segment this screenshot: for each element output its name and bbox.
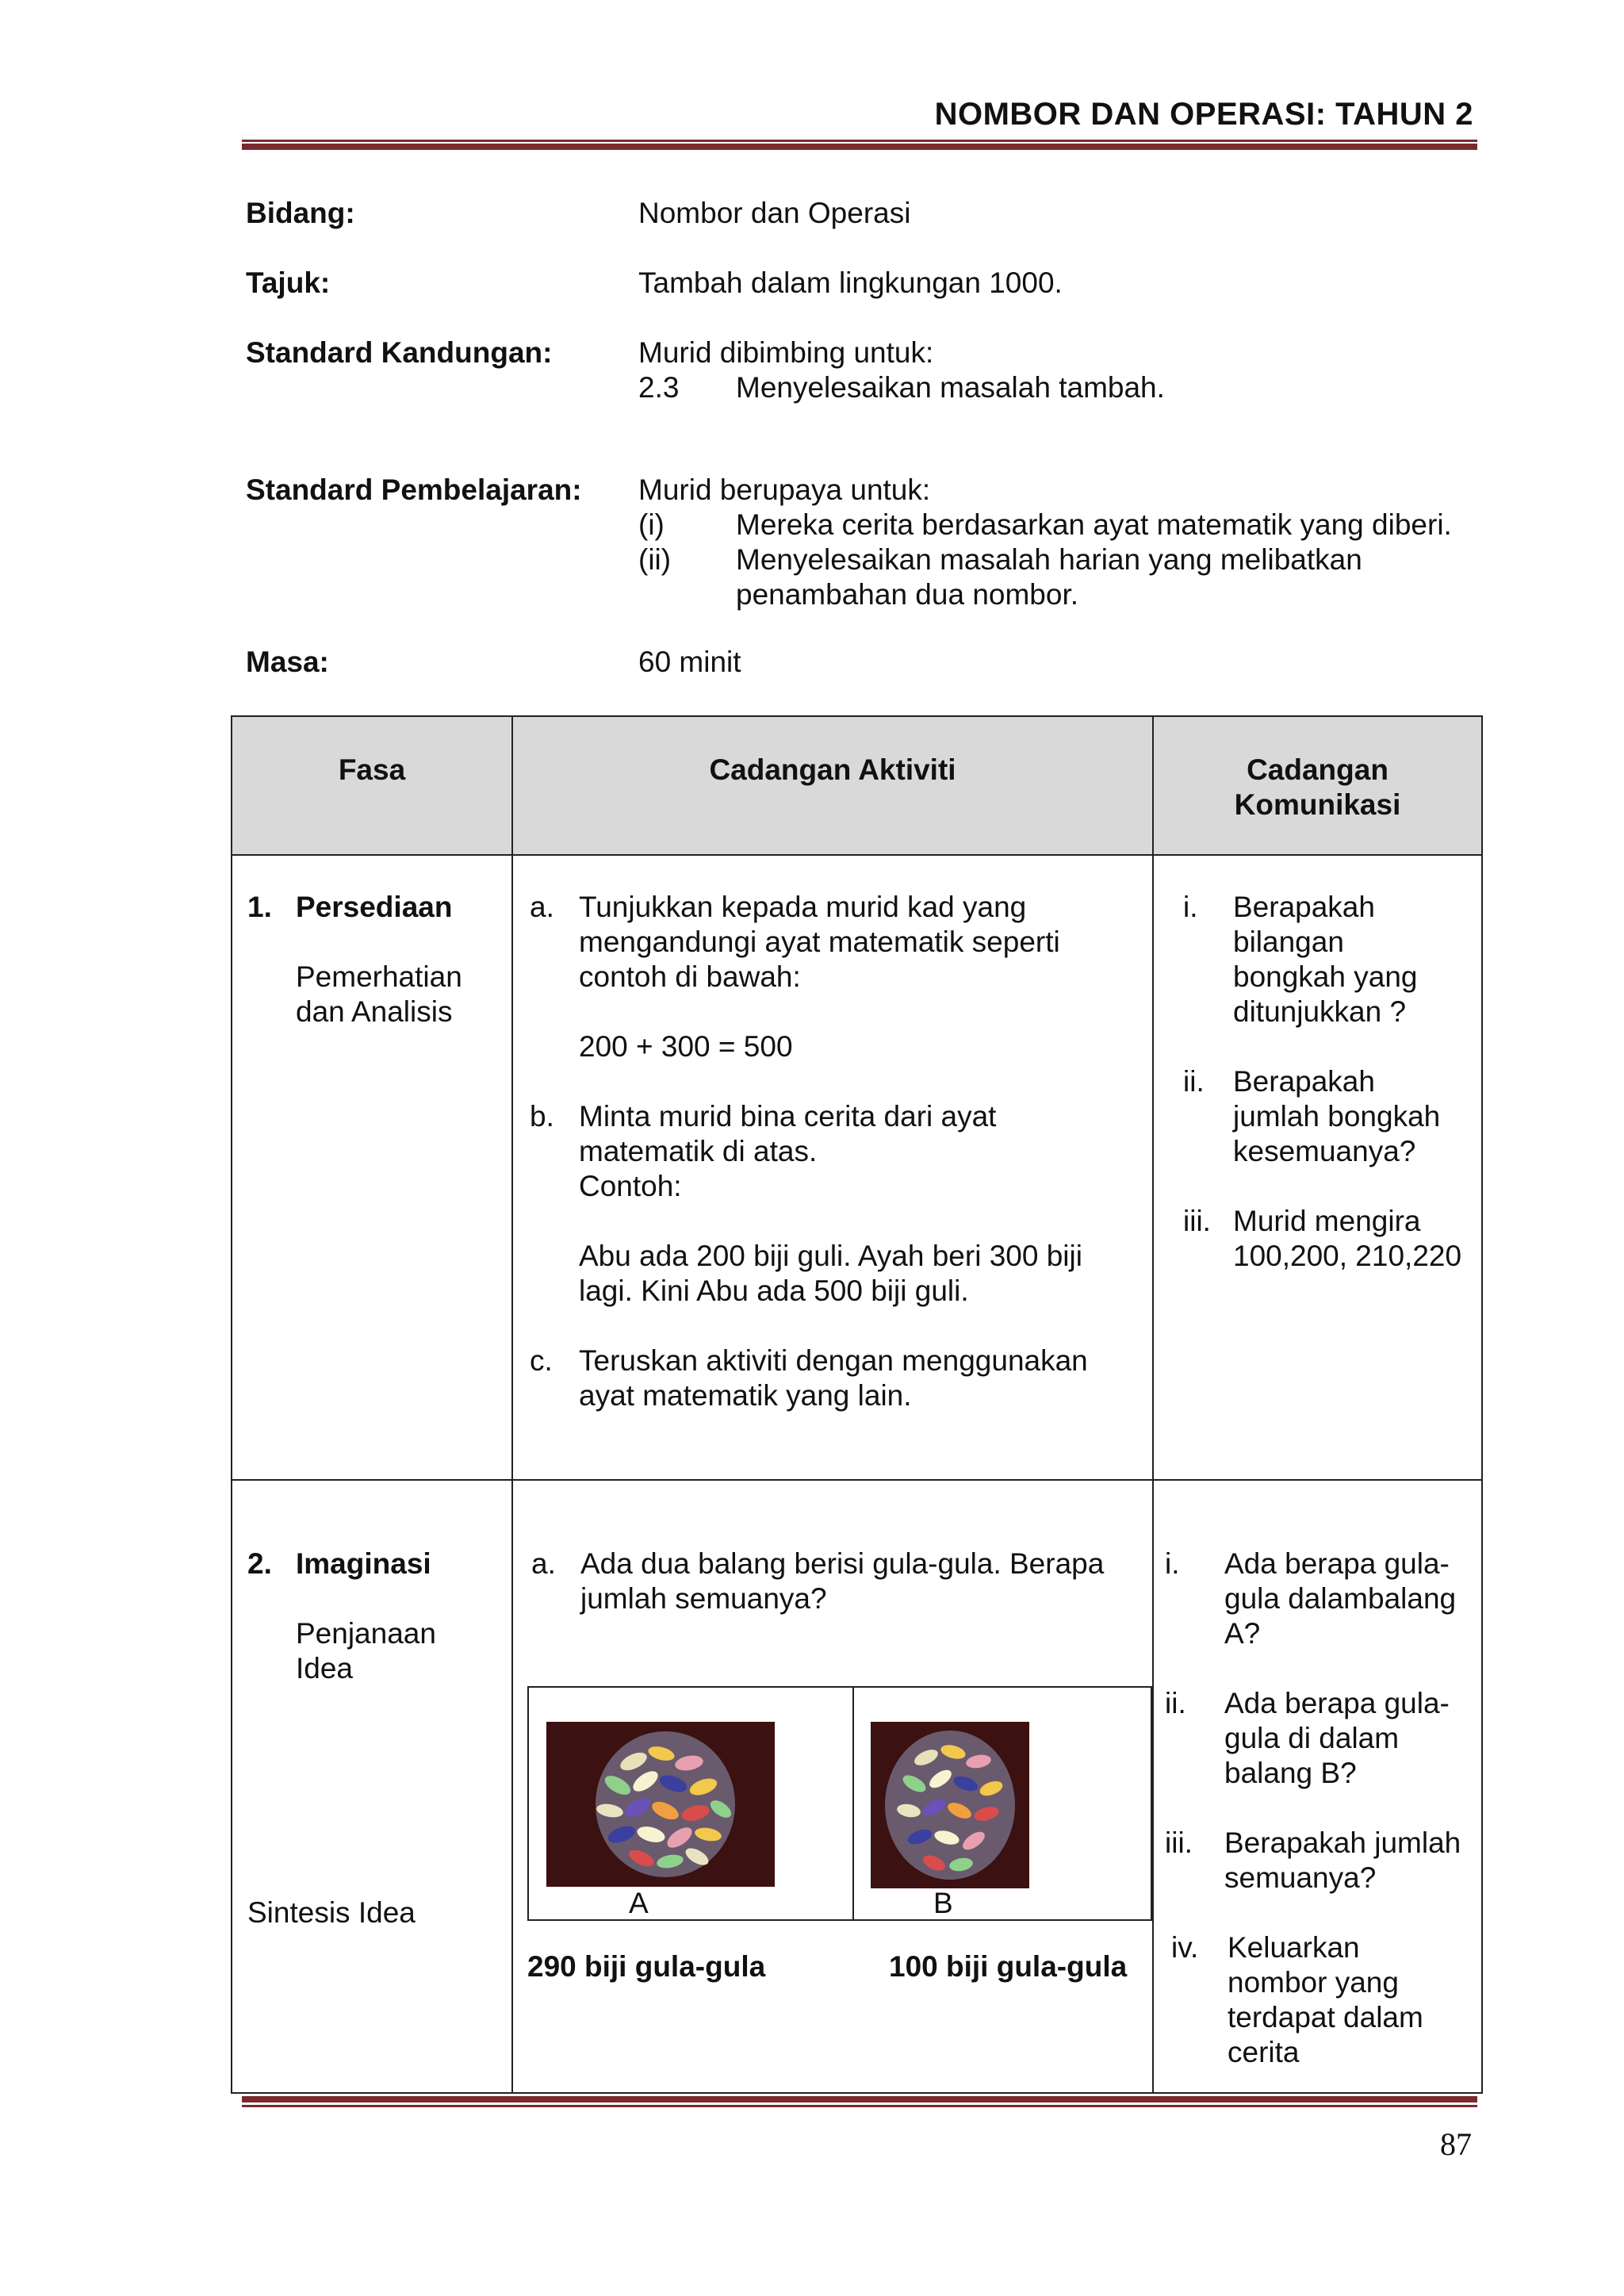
jar-table-divider <box>852 1688 854 1919</box>
row1-comm-i-line: Berapakah <box>1233 891 1375 923</box>
row1-comm-ii-marker: ii. <box>1183 1065 1205 1098</box>
row2-fasa-sintesis: Sintesis Idea <box>247 1896 416 1929</box>
row1-fasa-sub: dan Analisis <box>296 995 453 1028</box>
row2-comm-i-line: gula dalambalang <box>1224 1582 1457 1615</box>
row2-comm-ii-line: gula di dalam <box>1224 1722 1400 1754</box>
jar-a-image <box>546 1722 775 1887</box>
row1-activity-b-line: Contoh: <box>579 1170 682 1202</box>
row2-activity-a-line: jumlah semuanya? <box>580 1582 827 1615</box>
row1-comm-i-marker: i. <box>1183 891 1198 923</box>
row2-fasa-number: 2. <box>247 1547 272 1580</box>
row2-comm-ii-line: balang B? <box>1224 1757 1357 1789</box>
row2-activity-a-marker: a. <box>531 1547 556 1580</box>
standard-pembelajaran-label: Standard Pembelajaran: <box>246 473 582 506</box>
row2-fasa-sub: Penjanaan <box>296 1617 436 1650</box>
standard-pembelajaran-item-text: Mereka cerita berdasarkan ayat matematik yang diberi. <box>736 508 1452 541</box>
standard-kandungan-item-num: 2.3 <box>638 371 680 404</box>
row1-comm-i-line: ditunjukkan ? <box>1233 995 1407 1028</box>
standard-kandungan-intro: Murid dibimbing untuk: <box>638 336 934 369</box>
tajuk-value: Tambah dalam lingkungan 1000. <box>638 266 1063 299</box>
masa-label: Masa: <box>246 646 329 678</box>
row2-comm-iv-line: cerita <box>1228 2036 1300 2068</box>
jar-table <box>527 1686 1152 1921</box>
page-number: 87 <box>1440 2126 1472 2162</box>
row2-comm-iv-line: Keluarkan <box>1228 1931 1360 1964</box>
page-header-title: NOMBOR DAN OPERASI: TAHUN 2 <box>934 97 1473 132</box>
jar-b-image <box>871 1722 1029 1888</box>
row1-comm-i-line: bongkah yang <box>1233 960 1418 993</box>
row2-comm-i-marker: i. <box>1165 1547 1180 1580</box>
row2-fasa-title: Imaginasi <box>296 1547 431 1580</box>
row1-fasa-title: Persediaan <box>296 891 453 923</box>
row2-comm-iii-marker: iii. <box>1165 1826 1193 1859</box>
row1-activity-c-marker: c. <box>530 1344 553 1377</box>
row-divider <box>232 1479 1481 1481</box>
header-cadangan-komunikasi-line2: Komunikasi <box>1234 788 1401 821</box>
row2-fasa-sub: Idea <box>296 1652 354 1685</box>
candy-jar-b-picture <box>871 1722 1029 1888</box>
lesson-table <box>231 715 1483 2094</box>
row1-comm-ii-line: Berapakah <box>1233 1065 1375 1098</box>
standard-pembelajaran-intro: Murid berupaya untuk: <box>638 473 931 506</box>
row1-activity-a-example: 200 + 300 = 500 <box>579 1030 793 1063</box>
standard-pembelajaran-item-num: (ii) <box>638 543 672 576</box>
candy-jar-a-picture <box>546 1722 775 1887</box>
footer-rule-thick <box>242 2096 1477 2102</box>
tajuk-label: Tajuk: <box>246 266 331 299</box>
row2-comm-iv-line: nombor yang <box>1228 1966 1399 1999</box>
row1-activity-b-line: Minta murid bina cerita dari ayat <box>579 1100 997 1133</box>
row1-activity-a-line: contoh di bawah: <box>579 960 801 993</box>
header-rule-thick <box>242 144 1477 150</box>
row1-activity-c-line: ayat matematik yang lain. <box>579 1379 912 1412</box>
standard-kandungan-label: Standard Kandungan: <box>246 336 553 369</box>
row1-activity-b-marker: b. <box>530 1100 554 1133</box>
row2-comm-ii-marker: ii. <box>1165 1687 1186 1719</box>
row1-activity-b-story: lagi. Kini Abu ada 500 biji guli. <box>579 1274 969 1307</box>
header-cadangan-komunikasi-line1: Cadangan <box>1247 753 1388 786</box>
row1-comm-iii-marker: iii. <box>1183 1205 1211 1237</box>
standard-pembelajaran-item-text-cont: penambahan dua nombor. <box>736 578 1079 611</box>
masa-value: 60 minit <box>638 646 741 678</box>
row1-comm-ii-line: kesemuanya? <box>1233 1135 1416 1167</box>
standard-pembelajaran-item-text: Menyelesaikan masalah harian yang melibatkan <box>736 543 1362 576</box>
row1-comm-ii-line: jumlah bongkah <box>1233 1100 1441 1133</box>
jar-a-count: 290 biji gula-gula <box>527 1950 766 1983</box>
jar-b-label: B <box>933 1887 953 1919</box>
jar-a-label: A <box>629 1887 649 1919</box>
jar-b-count: 100 biji gula-gula <box>889 1950 1128 1983</box>
bidang-label: Bidang: <box>246 197 355 229</box>
row2-comm-iv-line: terdapat dalam <box>1228 2001 1423 2033</box>
row2-comm-ii-line: Ada berapa gula- <box>1224 1687 1450 1719</box>
row2-comm-i-line: Ada berapa gula- <box>1224 1547 1450 1580</box>
header-rule-thin <box>242 140 1477 142</box>
header-cadangan-aktiviti: Cadangan Aktiviti <box>709 753 956 786</box>
standard-kandungan-item-text: Menyelesaikan masalah tambah. <box>736 371 1165 404</box>
bidang-value: Nombor dan Operasi <box>638 197 911 229</box>
row1-activity-a-marker: a. <box>530 891 554 923</box>
row1-fasa-sub: Pemerhatian <box>296 960 462 993</box>
row2-activity-a-line: Ada dua balang berisi gula-gula. Berapa <box>580 1547 1105 1580</box>
row1-activity-a-line: Tunjukkan kepada murid kad yang <box>579 891 1027 923</box>
row1-activity-b-story: Abu ada 200 biji guli. Ayah beri 300 biji <box>579 1240 1082 1272</box>
row1-activity-c-line: Teruskan aktiviti dengan menggunakan <box>579 1344 1088 1377</box>
row1-comm-i-line: bilangan <box>1233 926 1344 958</box>
row2-comm-iii-line: semuanya? <box>1224 1861 1377 1894</box>
row1-fasa-number: 1. <box>247 891 272 923</box>
standard-pembelajaran-item-num: (i) <box>638 508 665 541</box>
row2-comm-iv-marker: iv. <box>1171 1931 1199 1964</box>
column-divider <box>511 717 513 2092</box>
row1-comm-iii-line: Murid mengira <box>1233 1205 1421 1237</box>
row2-comm-iii-line: Berapakah jumlah <box>1224 1826 1461 1859</box>
column-divider <box>1152 717 1154 2092</box>
header-fasa: Fasa <box>338 753 406 786</box>
footer-rule-thin <box>242 2105 1477 2107</box>
row1-activity-b-line: matematik di atas. <box>579 1135 818 1167</box>
row1-comm-iii-line: 100,200, 210,220 <box>1233 1240 1462 1272</box>
row1-activity-a-line: mengandungi ayat matematik seperti <box>579 926 1060 958</box>
row2-comm-i-line: A? <box>1224 1617 1261 1650</box>
